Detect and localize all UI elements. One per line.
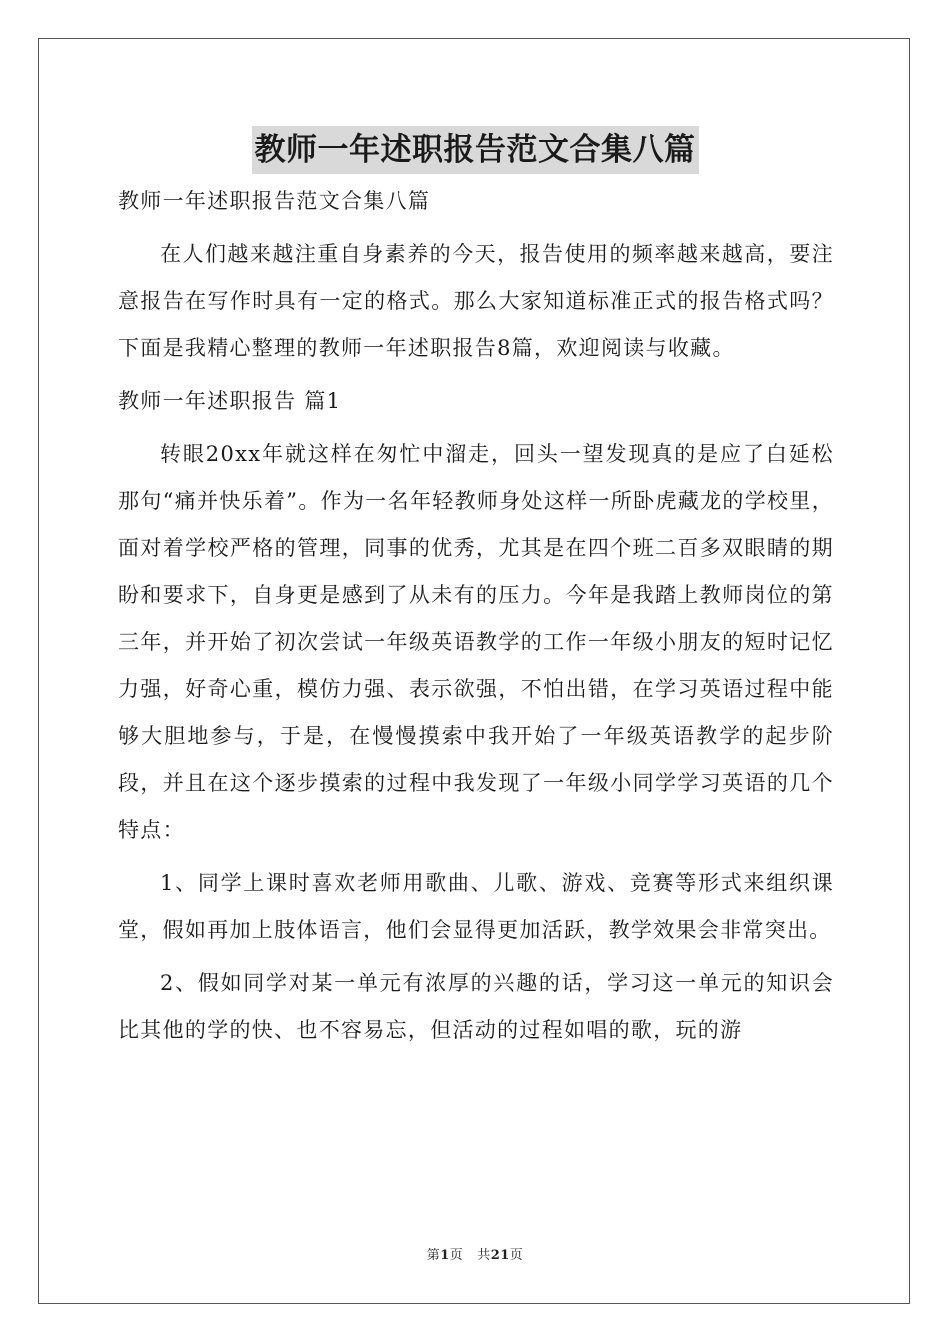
document-title-wrapper [0,126,950,174]
footer-total-prefix: 共 [477,1248,491,1263]
footer-page-prefix: 第 [426,1248,441,1263]
section-heading: 教师一年述职报告 篇1 [118,389,342,413]
paragraph-point-1: 1、同学上课时喜欢老师用歌曲、儿歌、游戏、竞赛等形式来组织课堂，假如再加上肢体语言，他们会显得更加活跃，教学效果会非常突出。 [118,871,834,942]
footer-total-pages: 21 [490,1248,510,1263]
document-title: 教师一年述职报告范文合集八篇 [252,126,699,174]
page-footer [0,1244,950,1263]
footer-page-number: 1 [440,1248,450,1263]
document-body [118,178,834,1060]
footer-page-suffix: 页 [449,1248,464,1263]
document-subtitle: 教师一年述职报告范文合集八篇 [118,189,431,213]
footer-total-suffix: 页 [509,1248,524,1263]
paragraph-point-2: 2、假如同学对某一单元有浓厚的兴趣的话，学习这一单元的知识会比其他的学的快、也不容易忘，但活动的过程如唱的歌，玩的游 [118,971,834,1042]
paragraph-intro: 在人们越来越注重自身素养的今天，报告使用的频率越来越高，要注意报告在写作时具有一定的格式。那么大家知道标准正式的报告格式吗？下面是我精心整理的教师一年述职报告8篇，欢迎阅读与收藏。 [118,242,834,360]
paragraph-body: 转眼20xx年就这样在匆忙中溜走，回头一望发现真的是应了白延松那句“痛并快乐着”。作为一名年轻教师身处这样一所卧虎藏龙的学校里，面对着学校严格的管理，同事的优秀，尤其是在四个班二百多双眼睛的期盼和要求下，自身更是感到了从未有的压力。今年是我踏上教师岗位的第三年，并开始了初次尝试一年级英语教学的工作一年级小朋友的短时记忆力强，好奇心重，模仿力强、表示欲强，不怕出错，在学习英语过程中能够大胆地参与，于是，在慢慢摸索中我开始了一年级英语教学的起步阶段，并且在这个逐步摸索的过程中我发现了一年级小同学学习英语的几个特点： [118,442,834,842]
